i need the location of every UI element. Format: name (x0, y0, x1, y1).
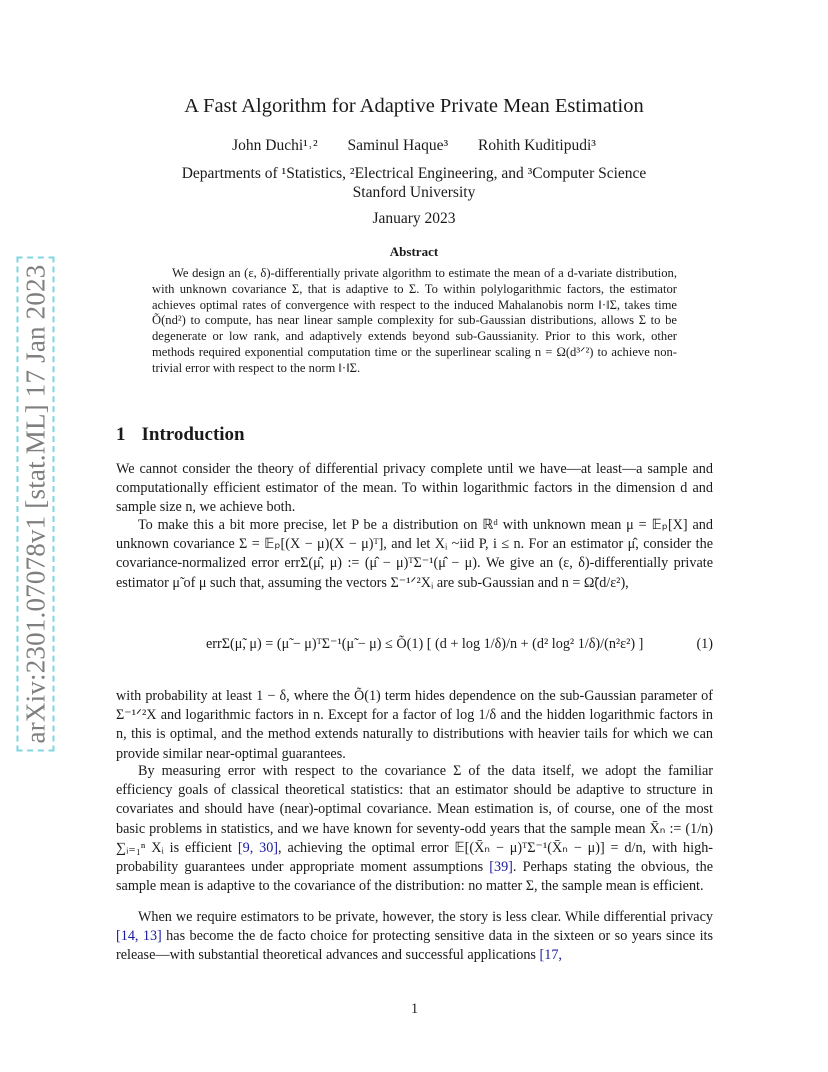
text-run: . Perhaps stating the obvious, the sample mean is adaptive to the covariance of the distribution: no matter Σ, the sample mean is efficient. (116, 859, 713, 895)
intro-paragraph-1 (116, 460, 713, 518)
intro-paragraph-5 (116, 908, 713, 966)
citation-link[interactable]: [17, (539, 947, 562, 964)
text-run: has become the de facto choice for protecting sensitive data in the sixteen or so years since its release—with substantial theoretical advances and successful applications (116, 928, 713, 964)
abstract-text: We design an (ε, δ)-differentially private algorithm to estimate the mean of a d-variate distribution, with unknown covariance Σ, that is adaptive to Σ. To within polylogarithmic factors, the estimator achieves optimal rates of convergence with respect to the induced Mahalanobis norm ‖·‖Σ, takes time Õ(nd²) to compute, has near linear sample complexity for sub-Gaussian distributions, allows Σ to be degenerate or low rank, and adaptively extends beyond sub-Gaussianity. Prior to this work, other methods required exponential computation time or the superlinear scaling n = Ω(d³ᐟ²) to achieve non-trivial error with respect to the norm ‖·‖Σ. (152, 266, 677, 375)
paragraph-text: We cannot consider the theory of differential privacy complete until we have—at least—a sample and computationally efficient estimator of the mean. To within logarithmic factors in the dimension d and sample size n, we achieve both. (116, 461, 713, 516)
abstract-heading: Abstract (389, 244, 439, 259)
intro-paragraph-3 (116, 687, 713, 764)
publication-date: January 2023 (372, 210, 456, 227)
intro-paragraph-2 (116, 516, 713, 593)
intro-paragraph-4 (116, 762, 713, 896)
paragraph-text (116, 908, 713, 966)
author-name: Saminul Haque³ (347, 137, 449, 154)
citation-link[interactable]: [14, 13] (116, 928, 162, 945)
paragraph-text: with probability at least 1 − δ, where the Õ(1) term hides dependence on the sub-Gaussian parameter of Σ⁻¹ᐟ²X and logarithmic factors in n. Except for a factor of log 1/δ and the hidden logarithmic factors in n, this is optimal, and the method extends naturally to distributions with heavier tails for which we can provide similar near-optimal guarantees. (116, 688, 713, 762)
paragraph-text (116, 762, 713, 896)
page-number: 1 (410, 1001, 419, 1017)
citation-link[interactable]: [9, 30] (237, 839, 279, 856)
author-name: John Duchi¹˒² (232, 137, 318, 154)
section-title: Introduction (141, 424, 245, 445)
author-name: Rohith Kuditipudi³ (478, 137, 596, 154)
affiliation-university: Stanford University (352, 184, 476, 201)
affiliations (116, 164, 712, 202)
citation-link[interactable]: [39] (489, 859, 513, 876)
equation-number: (1) (696, 636, 713, 652)
text-run: By measuring error with respect to the covariance Σ of the data itself, we adopt the familiar efficiency goals of classical theoretical statistics: that an estimator should be adaptive to structure in covariates and should have (near)-optimal covariance. Mean estimation is, of course, one of the most basic problems in statistics, and we have known for seventy-odd years that the sample mean X̄ₙ := (1/n) ∑ᵢ₌₁ⁿ Xᵢ is efficient (116, 763, 713, 856)
paper-title: A Fast Algorithm for Adaptive Private Mean Estimation (184, 95, 644, 117)
text-run: When we require estimators to be private, however, the story is less clear. While differential privacy (138, 909, 713, 925)
equation-body: errΣ(μ̃, μ) = (μ̃ − μ)ᵀΣ⁻¹(μ̃ − μ) ≤ Õ(1) [ (d + log 1/δ)/n + (d² log² 1/δ)/(n²ε²) ] (206, 636, 644, 652)
text-run: , achieving the optimal error 𝔼[(X̄ₙ − μ)ᵀΣ⁻¹(X̄ₙ − μ)] = d/n, with high-probability guarantees under appropriate moment assumptions (116, 839, 714, 876)
paragraph-text: To make this a bit more precise, let P be a distribution on ℝᵈ with unknown mean μ = 𝔼ₚ[X] and unknown covariance Σ = 𝔼ₚ[(X − μ)(X − μ)ᵀ], and let Xᵢ ~iid P, i ≤ n. For an estimator μ̂, consider the covariance-normalized error errΣ(μ̂, μ) := (μ̂ − μ)ᵀΣ⁻¹(μ̂ − μ). We give an (ε, δ)-differentially private estimator μ̃ of μ such that, assuming the vectors Σ⁻¹ᐟ²Xᵢ are sub-Gaussian and n = Ω̃(d/ε²), (116, 517, 713, 591)
display-equation (116, 622, 713, 672)
author-list (116, 137, 712, 155)
arxiv-identifier[interactable]: arXiv:2301.07078v1 [stat.ML] 17 Jan 2023 (16, 257, 54, 752)
affiliation-departments: Departments of ¹Statistics, ²Electrical Engineering, and ³Computer Science (181, 165, 647, 182)
section-heading (116, 424, 245, 446)
section-number: 1 (116, 424, 126, 445)
arxiv-side-stamp (18, 258, 52, 750)
